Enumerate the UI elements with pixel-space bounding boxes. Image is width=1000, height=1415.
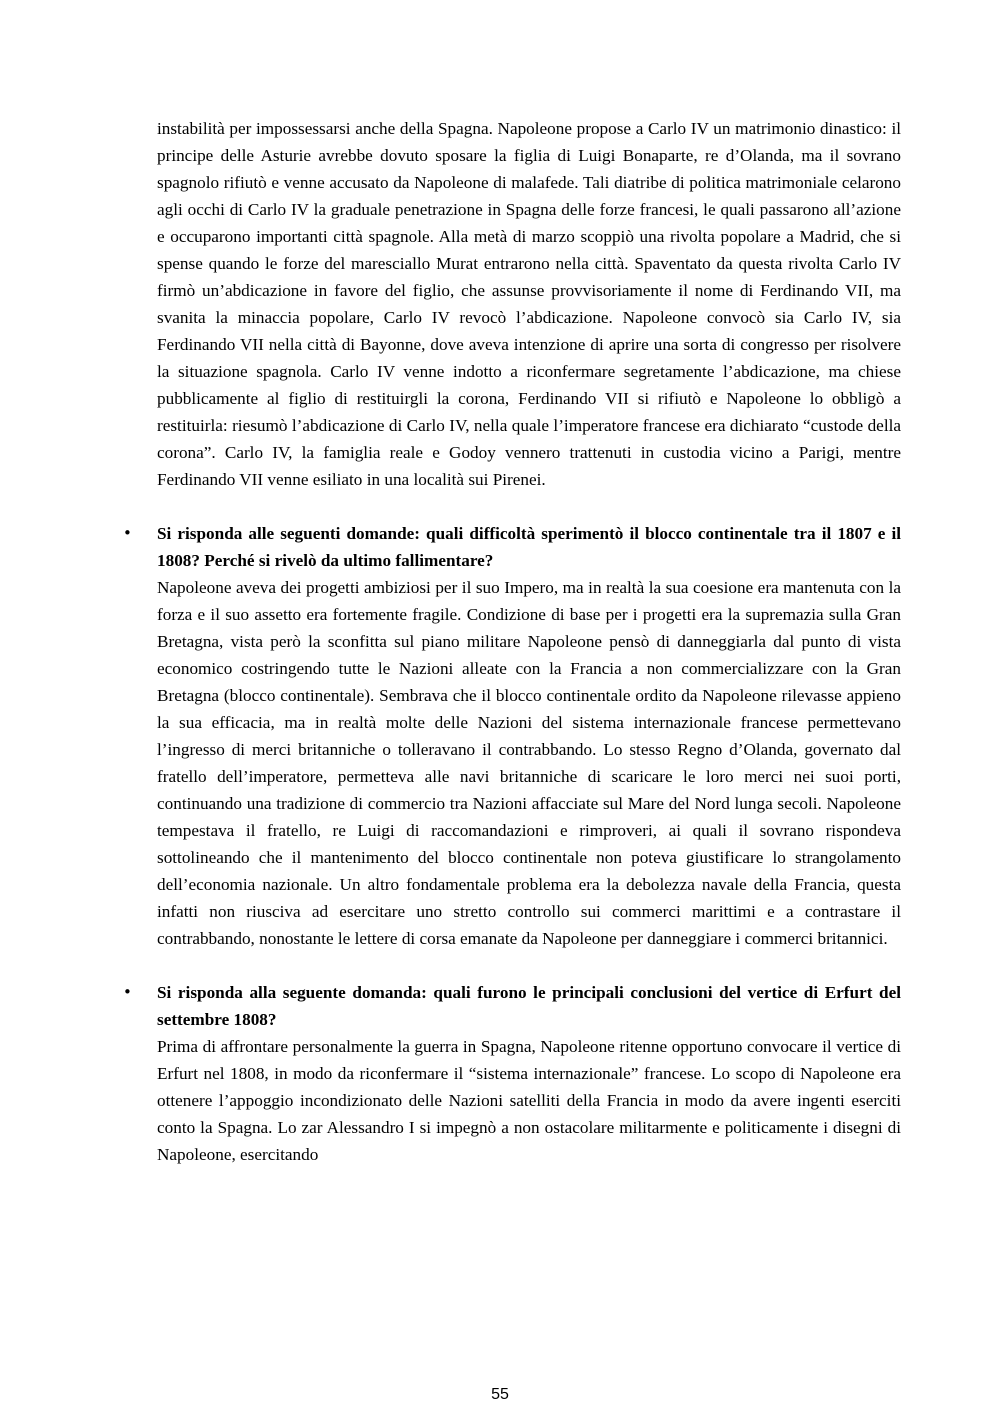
page-number: 55 bbox=[491, 1386, 509, 1403]
page-content bbox=[123, 115, 901, 1168]
bullet-icon: • bbox=[123, 524, 132, 542]
list-item bbox=[123, 520, 901, 952]
intro-paragraph: instabilità per impossessarsi anche della Spagna. Napoleone propose a Carlo IV un matrimonio dinastico: il principe delle Asturie avrebbe dovuto sposare la figlia di Luigi Bonaparte, re d’Olanda, ma il sovrano spagnolo rifiutò e venne accusato da Napoleone di malafede. Tali diatribe di politica matrimoniale celarono agli occhi di Carlo IV la graduale penetrazione in Spagna delle forze francesi, le quali passarono all’azione e occuparono importanti città spagnole. Alla metà di marzo scoppiò una rivolta popolare a Madrid, che si spense quando le forze del maresciallo Murat entrarono nella città. Spaventato da questa rivolta Carlo IV firmò un’abdicazione in favore del figlio, che assunse provvisoriamente il nome di Ferdinando VII, ma svanita la minaccia popolare, Carlo IV revocò l’abdicazione. Napoleone convocò sia Carlo IV, sia Ferdinando VII nella città di Bayonne, dove aveva intenzione di aprire una sorta di congresso per risolvere la situazione spagnola. Carlo IV venne indotto a riconfermare segretamente l’abdicazione, ma chiese pubblicamente al figlio di restituirgli la corona, Ferdinando VII si rifiutò e Napoleone lo obbligò a restituirla: riesumò l’abdicazione di Carlo IV, nella quale l’imperatore francese era dichiarato “custode della corona”. Carlo IV, la famiglia reale e Godoy vennero trattenuti in custodia vicino a Parigi, mentre Ferdinando VII venne esiliato in una località sui Pirenei. bbox=[157, 119, 901, 489]
bullet-icon: • bbox=[123, 983, 132, 1001]
answer-paragraph: Prima di affrontare personalmente la guerra in Spagna, Napoleone ritenne opportuno convocare il vertice di Erfurt nel 1808, in modo da riconfermare il “sistema internazionale” francese. Lo scopo di Napoleone era ottenere l’appoggio incondizionato delle Nazioni satelliti della Francia in modo da avere ingenti eserciti conto la Spagna. Lo zar Alessandro I si impegnò a non ostacolare militarmente e politicamente i disegni di Napoleone, esercitando bbox=[157, 1037, 901, 1164]
question-heading: Si risponda alla seguente domanda: quali furono le principali conclusioni del vertice di Erfurt del settembre 1808? bbox=[157, 983, 901, 1029]
question-heading: Si risponda alle seguenti domande: quali difficoltà sperimentò il blocco continentale tra il 1807 e il 1808? Perché si rivelò da ultimo fallimentare? bbox=[157, 524, 901, 570]
list-item bbox=[123, 979, 901, 1168]
answer-paragraph: Napoleone aveva dei progetti ambiziosi per il suo Impero, ma in realtà la sua coesione era mantenuta con la forza e il suo assetto era fortemente fragile. Condizione di base per i progetti era la supremazia sulla Gran Bretagna, vista però la sconfitta sul piano militare Napoleone pensò di danneggiarla dal punto di vista economico costringendo tutte le Nazioni alleate con la Francia a non commercializzare con la Gran Bretagna (blocco continentale). Sembrava che il blocco continentale ordito da Napoleone rilevasse appieno la sua efficacia, ma in realtà molte delle Nazioni del sistema internazionale francese permettevano l’ingresso di merci britanniche o tolleravano il contrabbando. Lo stesso Regno d’Olanda, governato dal fratello dell’imperatore, permetteva alle navi britanniche di scaricare le loro merci nei suoi porti, continuando una tradizione di commercio tra Nazioni affacciate sul Mare del Nord lunga secoli. Napoleone tempestava il fratello, re Luigi di raccomandazioni e rimproveri, ai quali il sovrano rispondeva sottolineando che il mantenimento del blocco continentale non poteva giustificare lo strangolamento dell’economia nazionale. Un altro fondamentale problema era la debolezza navale della Francia, questa infatti non riusciva ad esercitare uno stretto controllo sui commerci marittimi e a contrastare il contrabbando, nonostante le lettere di corsa emanate da Napoleone per danneggiare i commerci britannici. bbox=[157, 578, 901, 948]
